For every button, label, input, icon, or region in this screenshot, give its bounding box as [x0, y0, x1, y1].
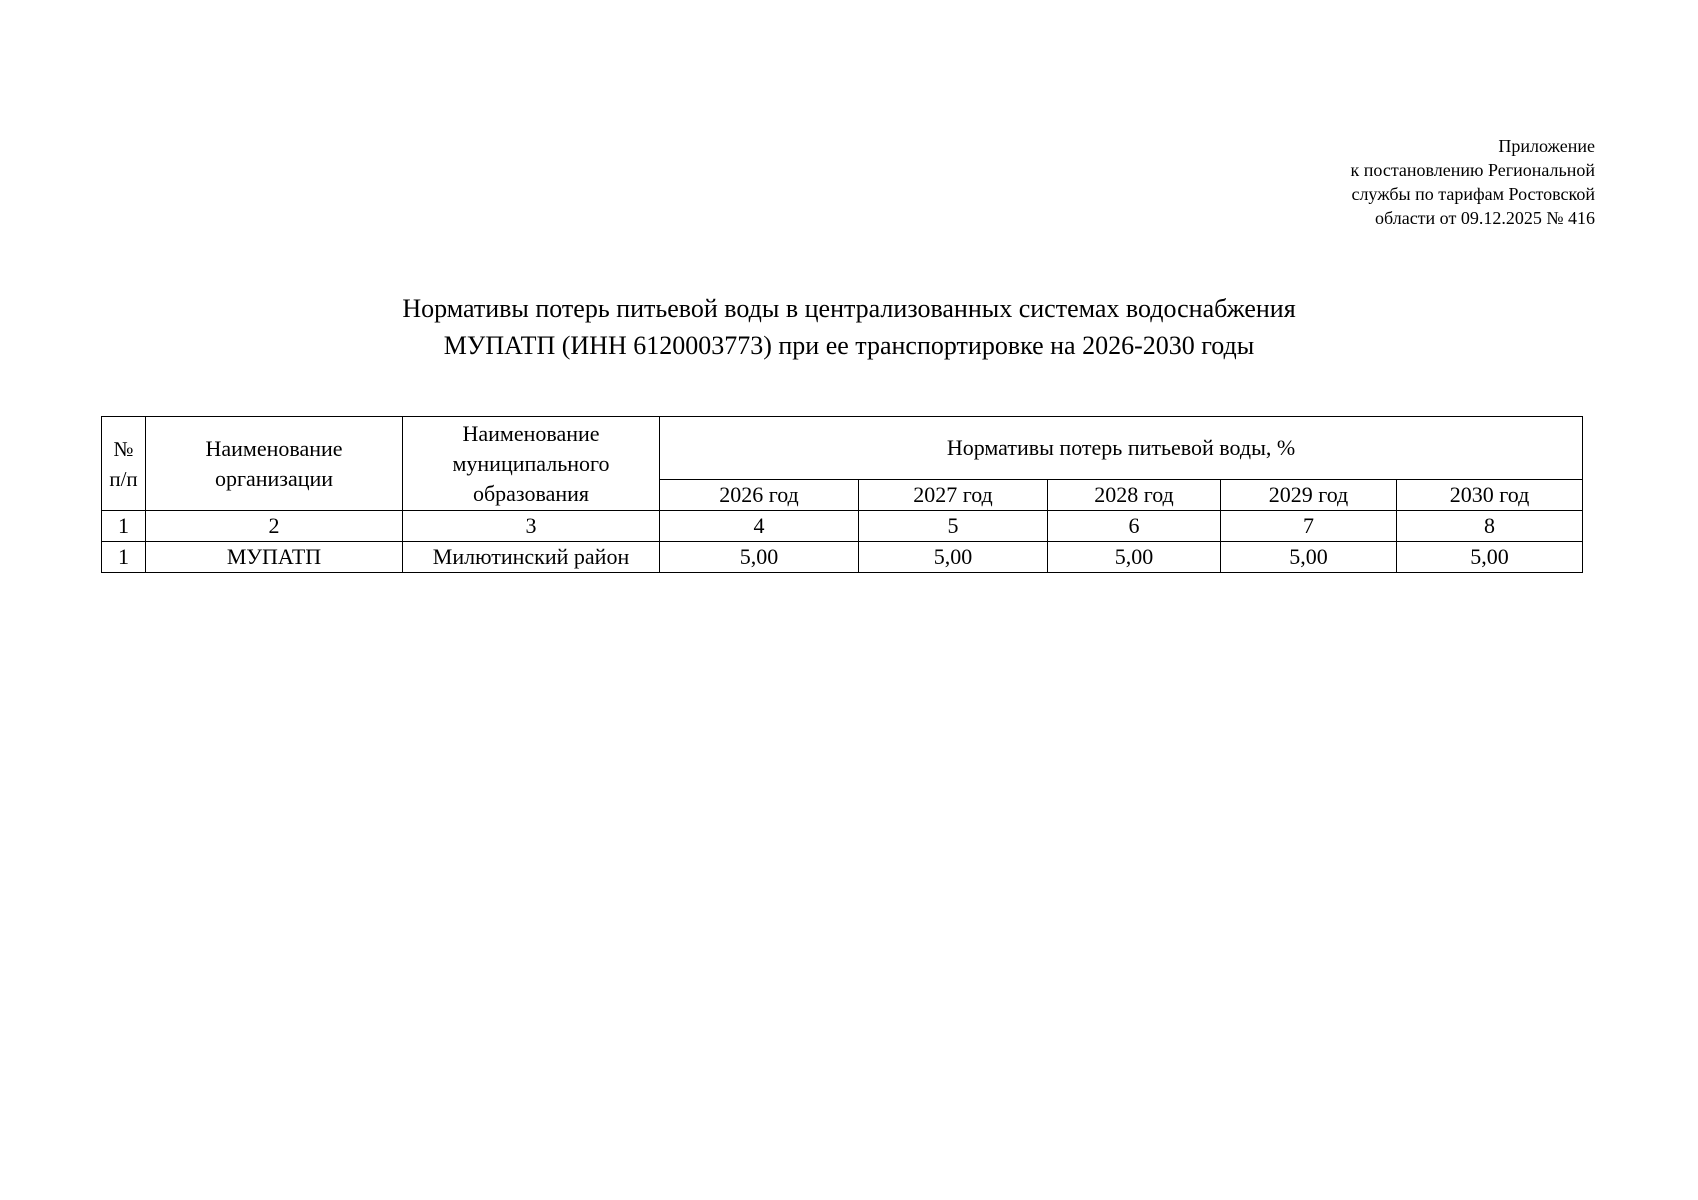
row-organization: МУПАТП [146, 542, 403, 573]
appendix-line-1: Приложение [1498, 136, 1595, 156]
header-number-line-1: № [113, 436, 134, 461]
header-norms: Нормативы потерь питьевой воды, % [660, 417, 1583, 480]
column-number: 2 [146, 511, 403, 542]
header-year: 2026 год [660, 480, 859, 511]
row-value-2030: 5,00 [1397, 542, 1583, 573]
row-municipality: Милютинский район [403, 542, 660, 573]
header-municipality-line-1: Наименование [462, 420, 600, 446]
header-number [102, 417, 146, 511]
appendix-line-3: службы по тарифам Ростовской [1351, 184, 1595, 204]
column-number: 5 [859, 511, 1048, 542]
appendix-block [1351, 134, 1596, 230]
norms-table [101, 416, 1583, 573]
column-number: 3 [403, 511, 660, 542]
header-municipality-line-2: муниципального [452, 450, 610, 476]
appendix-line-4: области от 09.12.2025 № 416 [1375, 208, 1595, 228]
column-number: 7 [1221, 511, 1397, 542]
header-municipality [403, 417, 660, 511]
table-row [102, 542, 1583, 573]
title-line-1: Нормативы потерь питьевой воды в централизованных системах водоснабжения [402, 294, 1296, 323]
column-number: 4 [660, 511, 859, 542]
header-organization-line-1: Наименование [205, 435, 343, 461]
column-number: 1 [102, 511, 146, 542]
row-value-2026: 5,00 [660, 542, 859, 573]
document-title [0, 290, 1698, 364]
header-year: 2029 год [1221, 480, 1397, 511]
column-numbers-row [102, 511, 1583, 542]
header-year: 2030 год [1397, 480, 1583, 511]
header-row-top [102, 417, 1583, 480]
header-municipality-line-3: образования [472, 480, 590, 506]
row-value-2029: 5,00 [1221, 542, 1397, 573]
header-year: 2028 год [1048, 480, 1221, 511]
row-value-2027: 5,00 [859, 542, 1048, 573]
header-year: 2027 год [859, 480, 1048, 511]
appendix-line-2: к постановлению Региональной [1350, 160, 1595, 180]
row-number: 1 [102, 542, 146, 573]
header-number-line-2: п/п [109, 466, 138, 491]
row-value-2028: 5,00 [1048, 542, 1221, 573]
column-number: 8 [1397, 511, 1583, 542]
column-number: 6 [1048, 511, 1221, 542]
title-line-2: МУПАТП (ИНН 6120003773) при ее транспортировке на 2026-2030 годы [443, 331, 1255, 360]
header-organization-line-2: организации [214, 465, 334, 491]
header-organization [146, 417, 403, 511]
